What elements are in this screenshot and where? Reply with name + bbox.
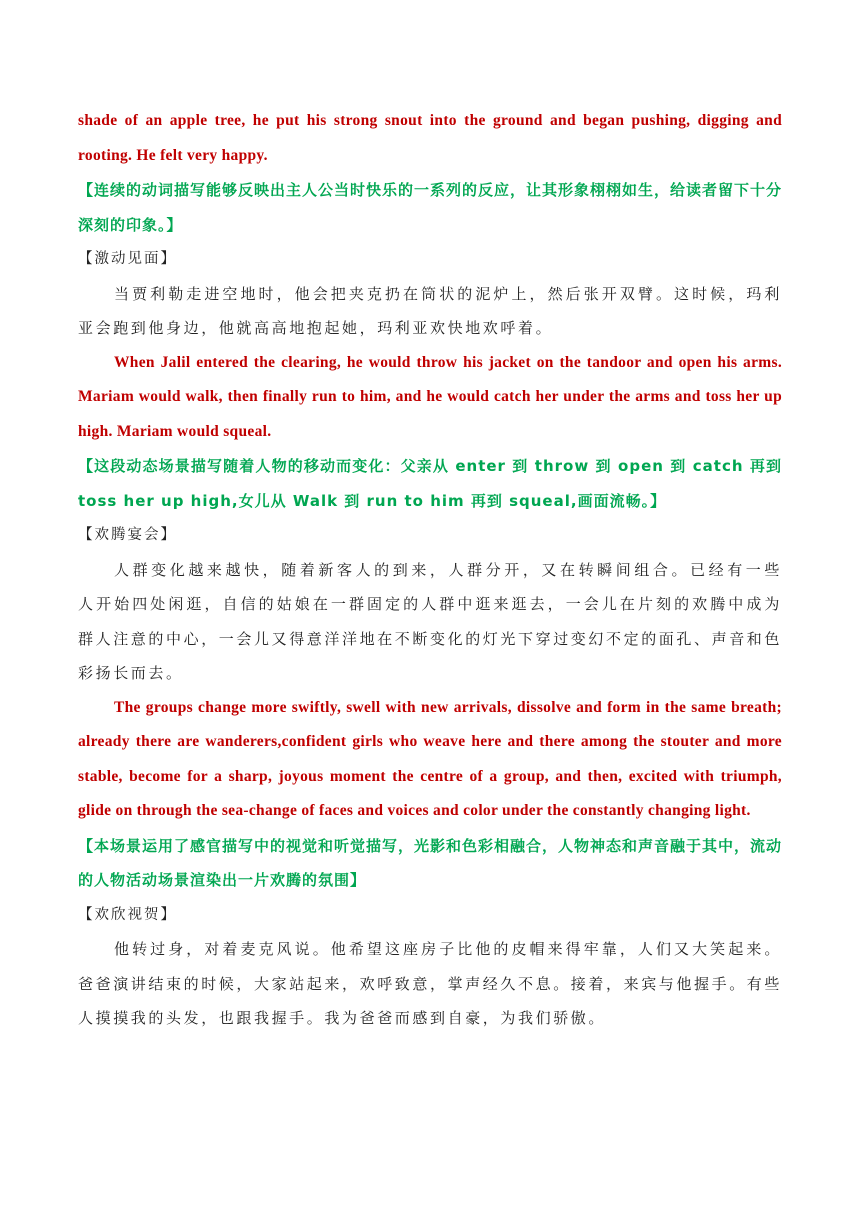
annotation-reunion: 【这段动态场景描写随着人物的移动而变化：父亲从 enter 到 throw 到 open 到 catch 再到 toss her up high,女儿从 Walk 到 run to him 再到 squeal,画面流畅。】 [78, 457, 782, 510]
annotation-party: 【本场景运用了感官描写中的视觉和听觉描写，光影和色彩相融合，人物神态和声音融于其中，流动的人物活动场景渲染出一片欢腾的氛围】 [78, 836, 783, 889]
section-heading-party: 【欢腾宴会】 [78, 527, 177, 543]
chinese-passage-celebration: 他转过身，对着麦克风说。他希望这座房子比他的皮帽来得牢靠，人们又大笑起来。爸爸演讲结束的时候，大家站起来，欢呼致意，掌声经久不息。接着，来宾与他握手。有些人摸摸我的头发，也跟我握手。我为爸爸而感到自豪，为我们骄傲。 [78, 940, 783, 1027]
english-passage-apple-tree: shade of an apple tree, he put his strong snout into the ground and began pushing, digging and rooting. He felt very happy. [78, 112, 782, 164]
english-passage-party: The groups change more swiftly, swell with new arrivals, dissolve and form in the same breath; already there are wanderers,confident girls who weave here and there among the stouter and more stable, become for a sharp, joyous moment the centre of a group, and then, excited with triumph, glide on through the sea-change of faces and voices and color under the constantly changing light. [78, 698, 782, 819]
english-passage-reunion: When Jalil entered the clearing, he would throw his jacket on the tandoor and open his arms. Mariam would walk, then finally run to him, and he would catch her under the arms and toss her up high. Mariam would squeal. [78, 353, 782, 440]
annotation-verbs: 【连续的动词描写能够反映出主人公当时快乐的一系列的反应，让其形象栩栩如生，给读者留下十分深刻的印象。】 [78, 181, 783, 234]
chinese-passage-reunion: 当贾利勒走进空地时，他会把夹克扔在筒状的泥炉上，然后张开双臂。这时候，玛利亚会跑到他身边，他就高高地抱起她，玛利亚欢快地欢呼着。 [78, 284, 782, 337]
chinese-passage-party: 人群变化越来越快，随着新客人的到来，人群分开，又在转瞬间组合。已经有一些 人开始四处闲逛，自信的姑娘在一群固定的人群中逛来逛去，一会儿在片刻的欢腾中成为 群人注意的中心，一会儿又得意洋洋地在不断变化的灯光下穿过变幻不定的面孔、声音和色彩扬长而去。 [78, 560, 800, 682]
section-heading-celebration: 【欢欣视贺】 [78, 906, 177, 923]
section-heading-reunion: 【激动见面】 [78, 251, 177, 267]
